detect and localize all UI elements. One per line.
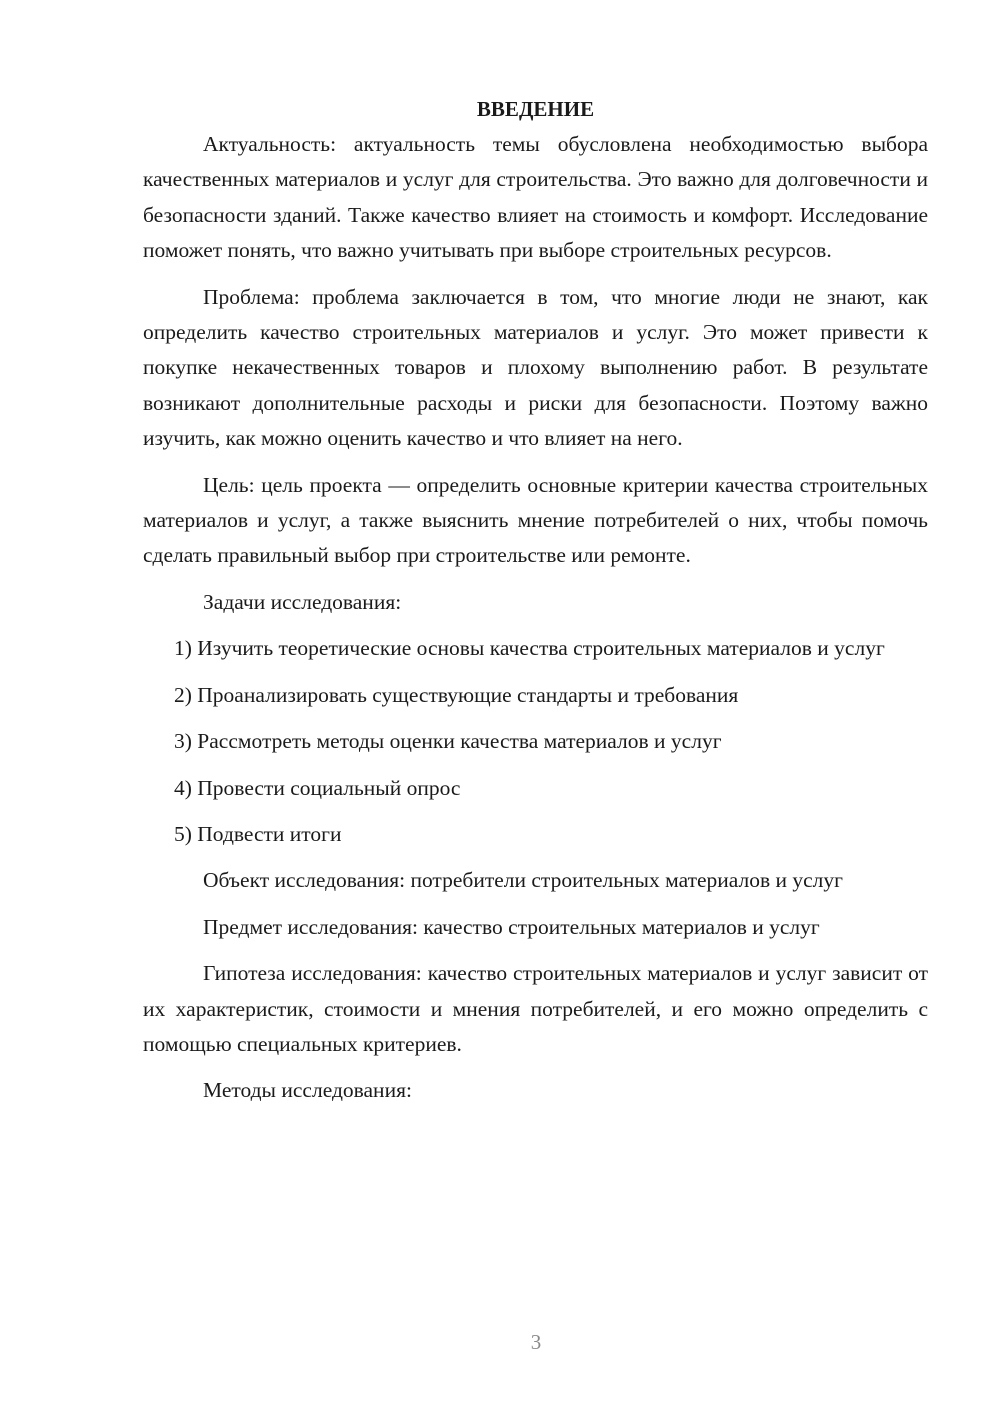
hypothesis-paragraph: Гипотеза исследования: качество строительных материалов и услуг зависит от их характеристик, стоимости и мнения потребителей, и его можно определить с помощью специальных критериев. <box>143 961 928 1056</box>
object-paragraph: Объект исследования: потребители строительных материалов и услуг <box>203 868 843 893</box>
document-page <box>143 92 928 1109</box>
subject-paragraph: Предмет исследования: качество строительных материалов и услуг <box>203 914 820 939</box>
task-item-1: 1) Изучить теоретические основы качества строительных материалов и услуг <box>174 636 885 661</box>
goal-paragraph: Цель: цель проекта — определить основные критерии качества строительных материалов и услуг, а также выяснить мнение потребителей о них, чтобы помочь сделать правильный выбор при строительстве или ремонте. <box>143 472 928 568</box>
problem-paragraph: Проблема: проблема заключается в том, что многие люди не знают, как определить качество строительных материалов и услуг. Это может привести к покупке некачественных товаров и плохому выполнению работ. В результате возникают дополнительные расходы и риски для безопасности. Поэтому важно изучить, как можно оценить качество и что влияет на него. <box>143 284 928 451</box>
page-number: 3 <box>530 1330 542 1354</box>
task-item-4: 4) Провести социальный опрос <box>174 775 461 800</box>
section-title: ВВЕДЕНИЕ <box>476 97 595 121</box>
task-item-3: 3) Рассмотреть методы оценки качества материалов и услуг <box>174 729 722 754</box>
task-item-5: 5) Подвести итоги <box>174 821 342 846</box>
tasks-heading: Задачи исследования: <box>203 589 402 614</box>
relevance-paragraph: Актуальность: актуальность темы обусловлена необходимостью выбора качественных материалов и услуг для строительства. Это важно для долговечности и безопасности зданий. Также качество влияет на стоимость и комфорт. Исследование поможет понять, что важно учитывать при выборе строительных ресурсов. <box>143 132 928 263</box>
methods-heading: Методы исследования: <box>203 1078 412 1103</box>
task-item-2: 2) Проанализировать существующие стандарты и требования <box>174 682 739 707</box>
